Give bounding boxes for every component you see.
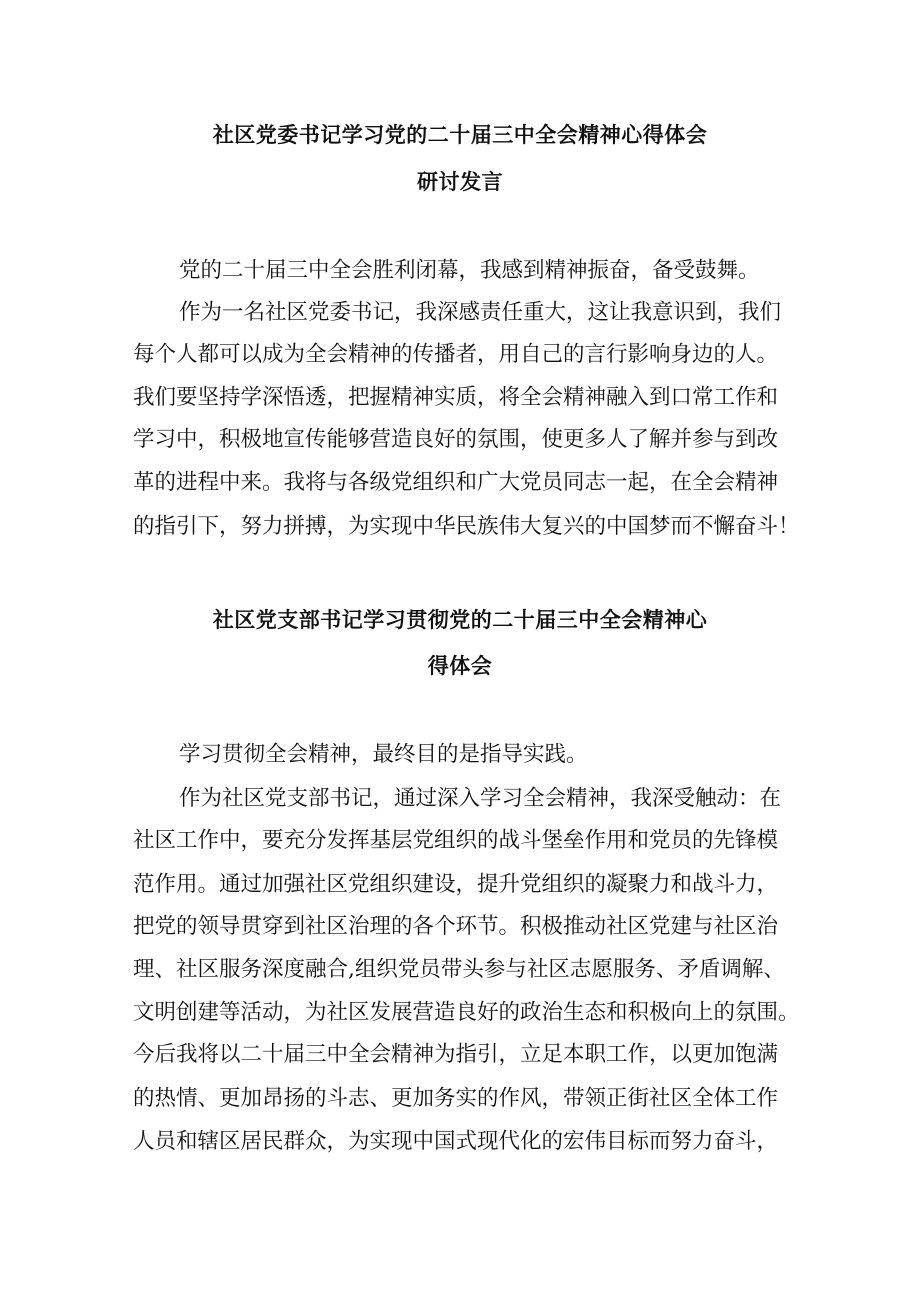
- doc1-paragraph2-line5: 革的进程中来。我将与各级党组织和广大党员同志一起，在全会精神: [133, 470, 779, 495]
- doc2-paragraph2-line3: 范作用。通过加强社区党组织建设，提升党组织的凝聚力和战斗力，: [133, 872, 779, 897]
- doc2-paragraph1: 学习贯彻全会精神，最终目的是指导实践。: [179, 742, 588, 767]
- doc2-paragraph2-line5: 理、社区服务深度融合,组织党员带头参与社区志愿服务、矛盾调解、: [133, 957, 785, 982]
- doc2-paragraph2-line9: 人员和辖区居民群众，为实现中国式现代化的宏伟目标而努力奋斗，: [133, 1129, 779, 1154]
- doc1-paragraph1: 党的二十届三中全会胜利闭幕，我感到精神振奋，备受鼓舞。: [179, 258, 760, 283]
- doc1-paragraph2-line3: 我们要坚持学深悟透，把握精神实质，将全会精神融入到口常工作和: [133, 385, 779, 410]
- doc2-paragraph2-line1: 作为社区党支部书记，通过深入学习全会精神，我深受触动：在: [179, 786, 782, 811]
- doc2-paragraph2-line4: 把党的领导贯穿到社区治理的各个环节。积极推动社区党建与社区治: [133, 914, 779, 939]
- doc1-paragraph2-line2: 每个人都可以成为全会精神的传播者，用自己的言行影响身边的人。: [133, 342, 779, 367]
- doc2-paragraph2-line6: 文明创建等活动，为社区发展营造良好的政治生态和积极向上的氛围。: [133, 1000, 800, 1025]
- doc2-title-line2: 得体会: [427, 654, 493, 678]
- doc1-paragraph2-line6: 的指引下，努力拼搏，为实现中华民族伟大复兴的中国梦而不懈奋斗！: [133, 514, 800, 539]
- doc1-title-line2: 研讨发言: [417, 170, 503, 194]
- doc2-paragraph2-line2: 社区工作中，要充分发挥基层党组织的战斗堡垒作用和党员的先锋模: [133, 828, 779, 853]
- doc2-title-line1: 社区党支部书记学习贯彻党的二十届三中全会精神心: [212, 608, 708, 632]
- doc1-paragraph2-line4: 学习中，积极地宣传能够营造良好的氛围，使更多人了解并参与到改: [133, 427, 779, 452]
- doc2-paragraph2-line7: 今后我将以二十届三中全会精神为指引，立足本职工作，以更加饱满: [133, 1042, 779, 1067]
- doc1-paragraph2-line1: 作为一名社区党委书记，我深感责任重大，这让我意识到，我们: [179, 300, 782, 325]
- doc2-paragraph2-line8: 的热情、更加昂扬的斗志、更加务实的作风，带领正街社区全体工作: [133, 1086, 779, 1111]
- doc1-title-line1: 社区党委书记学习党的二十届三中全会精神心得体会: [212, 123, 708, 147]
